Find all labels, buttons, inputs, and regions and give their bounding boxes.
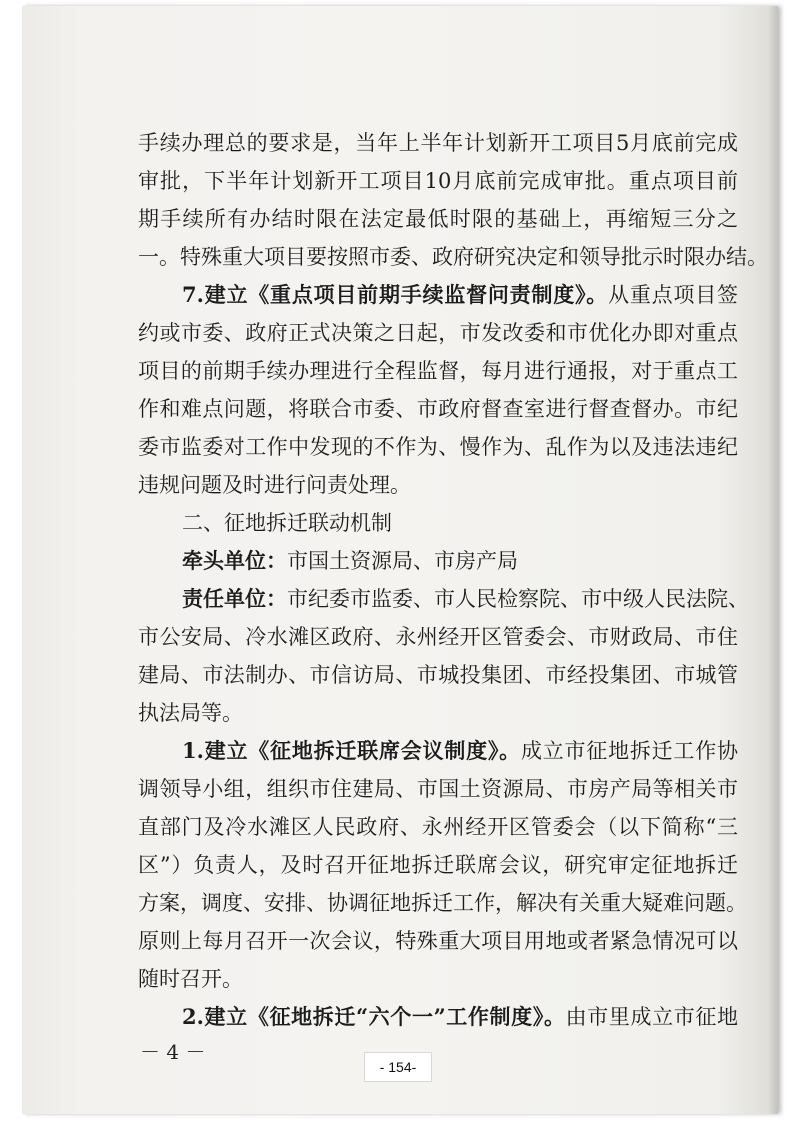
section-1-heading: 1.建立《征地拆迁联席会议制度》。 <box>182 738 521 763</box>
responsible-unit-line <box>138 580 749 618</box>
section-7-heading: 7.建立《重点项目前期手续监督问责制度》。 <box>182 282 609 307</box>
text-line: 区”）负责人，及时召开征地拆迁联席会议，研究审定征地拆迁 <box>138 853 738 877</box>
section-7-line <box>138 276 738 314</box>
text-line: 一。特殊重大项目要按照市委、政府研究决定和领导批示时限办结。 <box>138 245 768 269</box>
text-line: 市公安局、冷水滩区政府、永州经开区管委会、市财政局、市住 <box>138 625 738 649</box>
section-2-text: 由市里成立市征地 <box>565 1005 738 1029</box>
text-line: 期手续所有办结时限在法定最低时限的基础上，再缩短三分之 <box>138 207 738 231</box>
section-2-line <box>138 998 738 1036</box>
lead-unit-label: 牵头单位： <box>182 548 287 573</box>
lead-unit-value: 市国土资源局、市房产局 <box>287 549 518 573</box>
body-text <box>138 124 768 1036</box>
text-line: 违规问题及时进行问责处理。 <box>138 473 411 497</box>
text-line: 执法局等。 <box>138 701 243 725</box>
responsible-unit-label: 责任单位： <box>182 586 287 611</box>
lead-unit-line <box>138 542 738 580</box>
archive-page-number: - 154- <box>379 1059 417 1075</box>
text-line: 方案，调度、安排、协调征地拆迁工作，解决有关重大疑难问题。 <box>138 891 747 915</box>
section-1-text: 成立市征地拆迁工作协 <box>520 739 739 763</box>
text-line: 调领导小组，组织市住建局、市国土资源局、市房产局等相关市 <box>138 777 738 801</box>
text-line: 项目的前期手续办理进行全程监督，每月进行通报，对于重点工 <box>138 359 738 383</box>
section-heading: 二、征地拆迁联动机制 <box>182 511 392 535</box>
text-line: 随时召开。 <box>138 967 243 991</box>
responsible-unit-value: 市纪委市监委、市人民检察院、市中级人民法院、 <box>287 587 749 611</box>
text-line: 作和难点问题，将联合市委、市政府督查室进行督查督办。市纪 <box>138 397 738 421</box>
section-2-heading: 2.建立《征地拆迁“六个一”工作制度》。 <box>182 1004 566 1029</box>
text-line: 手续办理总的要求是，当年上半年计划新开工项目5月底前完成 <box>138 131 738 155</box>
text-line: 原则上每月召开一次会议，特殊重大项目用地或者紧急情况可以 <box>138 929 738 953</box>
text-line: 建局、市法制办、市信访局、市城投集团、市经投集团、市城管 <box>138 663 738 687</box>
text-line: 约或市委、政府正式决策之日起，市发改委和市优化办即对重点 <box>138 321 738 345</box>
archive-page-stamp <box>364 1052 432 1082</box>
text-line: 审批，下半年计划新开工项目10月底前完成审批。重点项目前 <box>138 169 738 193</box>
document-page <box>22 6 778 1114</box>
section-7-text: 从重点项目签 <box>608 283 739 307</box>
text-line: 委市监委对工作中发现的不作为、慢作为、乱作为以及违法违纪 <box>138 435 738 459</box>
text-line: 直部门及冷水滩区人民政府、永州经开区管委会（以下简称“三 <box>138 815 738 839</box>
page-number: － 4 － <box>140 1040 206 1064</box>
section-1-line <box>138 732 738 770</box>
